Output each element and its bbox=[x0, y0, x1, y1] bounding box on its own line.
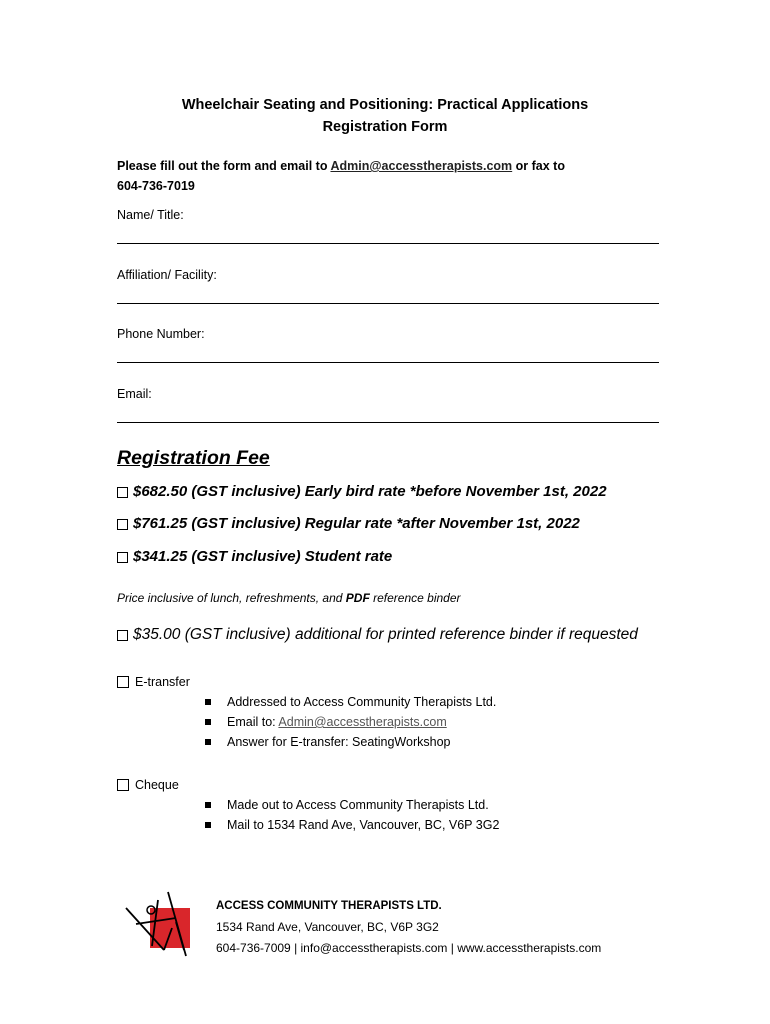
footer-address: 1534 Rand Ave, Vancouver, BC, V6P 3G2 bbox=[216, 920, 439, 934]
form-title: Wheelchair Seating and Positioning: Practical Applications bbox=[181, 97, 589, 113]
regular-option[interactable] bbox=[117, 513, 580, 535]
regular-label: $761.25 (GST inclusive) Regular rate *after November 1st, 2022 bbox=[133, 515, 580, 532]
list-item: Mail to 1534 Rand Ave, Vancouver, BC, V6P 3G2 bbox=[205, 815, 499, 835]
intro-text bbox=[117, 156, 657, 196]
printed-binder-checkbox[interactable] bbox=[117, 630, 128, 641]
price-note-before: Price inclusive of lunch, refreshments, and bbox=[117, 591, 346, 605]
list-item: Addressed to Access Community Therapists Ltd. bbox=[205, 692, 496, 712]
student-label: $341.25 (GST inclusive) Student rate bbox=[133, 548, 393, 565]
regular-checkbox[interactable] bbox=[117, 519, 128, 530]
early-bird-option[interactable] bbox=[117, 481, 607, 503]
form-subtitle: Registration Form bbox=[322, 119, 448, 135]
early-bird-checkbox[interactable] bbox=[117, 487, 128, 498]
student-option[interactable] bbox=[117, 546, 392, 568]
affiliation-line[interactable] bbox=[117, 303, 659, 304]
list-item: Made out to Access Community Therapists Ltd. bbox=[205, 795, 499, 815]
cheque-option[interactable] bbox=[117, 776, 179, 794]
list-item: Answer for E-transfer: SeatingWorkshop bbox=[205, 732, 496, 752]
early-bird-label: $682.50 (GST inclusive) Early bird rate *before November 1st, 2022 bbox=[133, 483, 607, 500]
affiliation-label: Affiliation/ Facility: bbox=[117, 268, 217, 282]
phone-line[interactable] bbox=[117, 362, 659, 363]
cheque-label: Cheque bbox=[135, 778, 179, 792]
etransfer-checkbox[interactable] bbox=[117, 676, 129, 688]
footer bbox=[216, 896, 601, 959]
intro-text-before: Please fill out the form and email to bbox=[117, 159, 331, 173]
printed-binder-label: $35.00 (GST inclusive) additional for printed reference binder if requested bbox=[133, 626, 638, 643]
footer-contact: 604-736-7009 | info@accesstherapists.com | www.accesstherapists.com bbox=[216, 941, 602, 955]
phone-label: Phone Number: bbox=[117, 327, 205, 341]
intro-text-after: or fax to bbox=[512, 159, 565, 173]
name-title-line[interactable] bbox=[117, 243, 659, 244]
fax-number: 604-736-7019 bbox=[117, 179, 195, 193]
admin-email-link[interactable]: Admin@accesstherapists.com bbox=[330, 159, 513, 173]
student-checkbox[interactable] bbox=[117, 552, 128, 563]
company-logo-icon bbox=[124, 888, 194, 958]
footer-company: ACCESS COMMUNITY THERAPISTS LTD. bbox=[216, 900, 442, 912]
price-note bbox=[117, 589, 461, 607]
etransfer-label: E-transfer bbox=[135, 675, 190, 689]
cheque-details bbox=[205, 795, 499, 835]
etransfer-email-prefix: Email to: bbox=[227, 715, 279, 729]
email-label: Email: bbox=[117, 387, 152, 401]
list-item bbox=[205, 712, 496, 732]
price-note-bold: PDF bbox=[345, 591, 370, 605]
etransfer-option[interactable] bbox=[117, 673, 190, 691]
etransfer-details bbox=[205, 692, 496, 752]
email-line[interactable] bbox=[117, 422, 659, 423]
price-note-after: reference binder bbox=[369, 591, 461, 605]
registration-fee-heading: Registration Fee bbox=[117, 447, 270, 469]
printed-binder-option[interactable] bbox=[117, 624, 638, 646]
name-title-label: Name/ Title: bbox=[117, 208, 184, 222]
etransfer-email-link[interactable]: Admin@accesstherapists.com bbox=[278, 715, 447, 729]
cheque-checkbox[interactable] bbox=[117, 779, 129, 791]
